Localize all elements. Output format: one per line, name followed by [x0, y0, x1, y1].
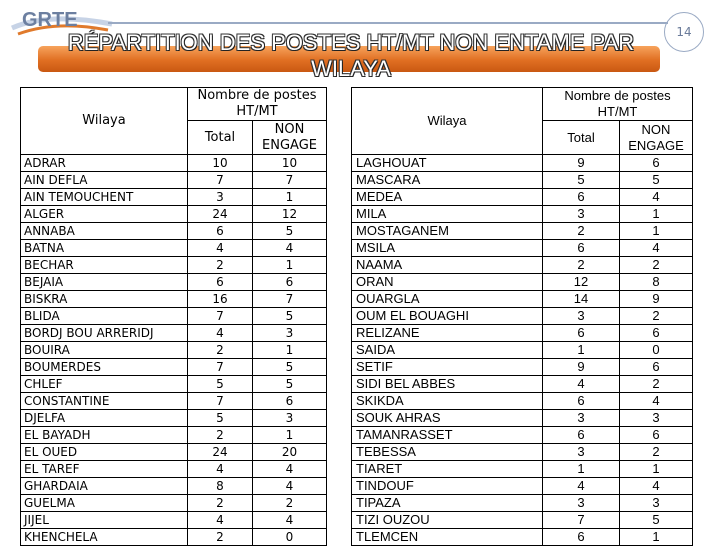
table-row [352, 240, 693, 257]
wilaya-cell: LAGHOUAT [352, 155, 543, 172]
svg-text:GRTE: GRTE [22, 9, 78, 31]
wilaya-cell: ANNABA [21, 223, 188, 240]
table-row [21, 189, 327, 206]
wilaya-cell: MILA [352, 206, 543, 223]
table-row [21, 155, 327, 172]
wilaya-cell: BISKRA [21, 291, 188, 308]
total-cell: 3 [188, 189, 253, 206]
total-cell: 2 [543, 223, 620, 240]
non-engage-cell: 6 [620, 155, 693, 172]
non-engage-cell: 0 [620, 342, 693, 359]
total-cell: 24 [188, 206, 253, 223]
wilaya-cell: BOUIRA [21, 342, 188, 359]
total-cell: 3 [543, 308, 620, 325]
wilaya-cell: JIJEL [21, 512, 188, 529]
wilaya-cell: TAMANRASSET [352, 427, 543, 444]
table-row [21, 172, 327, 189]
non-engage-cell: 5 [620, 512, 693, 529]
total-cell: 6 [543, 325, 620, 342]
wilaya-cell: EL OUED [21, 444, 188, 461]
total-cell: 4 [543, 376, 620, 393]
table-row [352, 172, 693, 189]
total-cell: 8 [188, 478, 253, 495]
wilaya-cell: ADRAR [21, 155, 188, 172]
non-engage-cell: 1 [253, 342, 327, 359]
table-row [352, 206, 693, 223]
total-cell: 2 [188, 427, 253, 444]
table-row [21, 240, 327, 257]
wilaya-cell: BLIDA [21, 308, 188, 325]
table-row [352, 461, 693, 478]
table-row [21, 495, 327, 512]
non-engage-cell: 4 [620, 478, 693, 495]
non-engage-cell: 10 [253, 155, 327, 172]
left-table-body [21, 155, 327, 546]
total-cell: 3 [543, 495, 620, 512]
total-cell: 1 [543, 461, 620, 478]
table-row [352, 444, 693, 461]
non-engage-cell: 5 [253, 376, 327, 393]
table-row [352, 155, 693, 172]
table-row [21, 359, 327, 376]
wilaya-header: Wilaya [21, 88, 188, 155]
total-cell: 2 [188, 495, 253, 512]
non-engage-cell: 6 [620, 427, 693, 444]
non-engage-cell: 5 [253, 359, 327, 376]
wilaya-header: Wilaya [352, 88, 543, 155]
table-row [21, 223, 327, 240]
total-cell: 6 [543, 427, 620, 444]
wilaya-cell: RELIZANE [352, 325, 543, 342]
wilaya-cell: TLEMCEN [352, 529, 543, 546]
wilaya-cell: EL TAREF [21, 461, 188, 478]
table-row [352, 223, 693, 240]
total-cell: 6 [188, 223, 253, 240]
total-cell: 24 [188, 444, 253, 461]
total-cell: 4 [188, 461, 253, 478]
wilaya-cell: OUARGLA [352, 291, 543, 308]
wilaya-cell: MOSTAGANEM [352, 223, 543, 240]
total-cell: 2 [188, 529, 253, 546]
total-cell: 2 [543, 257, 620, 274]
wilaya-cell: CHLEF [21, 376, 188, 393]
total-cell: 3 [543, 444, 620, 461]
wilaya-cell: MSILA [352, 240, 543, 257]
postes-group-header: Nombre de postes HT/MT [188, 88, 327, 121]
table-row [21, 274, 327, 291]
wilaya-cell: TEBESSA [352, 444, 543, 461]
wilaya-cell: SOUK AHRAS [352, 410, 543, 427]
non-engage-cell: 1 [253, 427, 327, 444]
non-engage-cell: 5 [253, 223, 327, 240]
non-engage-cell: 6 [620, 359, 693, 376]
table-row [21, 410, 327, 427]
total-cell: 5 [543, 172, 620, 189]
non-engage-cell: 4 [620, 393, 693, 410]
non-engage-cell: 7 [253, 172, 327, 189]
table-row [21, 393, 327, 410]
table-row [21, 342, 327, 359]
wilaya-cell: NAAMA [352, 257, 543, 274]
page-title: RÉPARTITION DES POSTES HT/MT NON ENTAME PAR WILAYA [67, 30, 635, 81]
wilaya-cell: BECHAR [21, 257, 188, 274]
table-row [21, 512, 327, 529]
non-engage-header: NON ENGAGE [620, 121, 693, 155]
non-engage-cell: 3 [253, 325, 327, 342]
wilaya-cell: CONSTANTINE [21, 393, 188, 410]
non-engage-cell: 4 [620, 240, 693, 257]
total-cell: 1 [543, 342, 620, 359]
total-cell: 12 [543, 274, 620, 291]
non-engage-cell: 20 [253, 444, 327, 461]
wilaya-cell: KHENCHELA [21, 529, 188, 546]
total-cell: 5 [188, 410, 253, 427]
non-engage-cell: 6 [253, 393, 327, 410]
total-cell: 9 [543, 155, 620, 172]
table-row [21, 529, 327, 546]
non-engage-cell: 3 [620, 495, 693, 512]
total-cell: 16 [188, 291, 253, 308]
wilaya-table-right [351, 87, 693, 546]
table-row [21, 257, 327, 274]
non-engage-cell: 4 [253, 240, 327, 257]
wilaya-cell: DJELFA [21, 410, 188, 427]
wilaya-cell: SIDI BEL ABBES [352, 376, 543, 393]
wilaya-cell: AIN TEMOUCHENT [21, 189, 188, 206]
total-cell: 6 [543, 529, 620, 546]
wilaya-cell: EL BAYADH [21, 427, 188, 444]
non-engage-cell: 1 [620, 461, 693, 478]
table-row [352, 495, 693, 512]
total-cell: 4 [188, 325, 253, 342]
non-engage-cell: 12 [253, 206, 327, 223]
wilaya-cell: TINDOUF [352, 478, 543, 495]
total-header: Total [188, 121, 253, 155]
total-cell: 5 [188, 376, 253, 393]
page-number: 14 [664, 12, 704, 52]
non-engage-cell: 2 [620, 257, 693, 274]
table-row [21, 444, 327, 461]
non-engage-cell: 2 [620, 308, 693, 325]
non-engage-cell: 4 [253, 478, 327, 495]
wilaya-cell: ALGER [21, 206, 188, 223]
non-engage-cell: 2 [620, 376, 693, 393]
wilaya-cell: GUELMA [21, 495, 188, 512]
non-engage-cell: 3 [620, 410, 693, 427]
total-cell: 4 [543, 478, 620, 495]
non-engage-cell: 4 [620, 189, 693, 206]
non-engage-cell: 3 [253, 410, 327, 427]
postes-group-header: Nombre de postes HT/MT [543, 88, 693, 121]
total-cell: 3 [543, 410, 620, 427]
wilaya-cell: MEDEA [352, 189, 543, 206]
table-row [21, 308, 327, 325]
non-engage-cell: 1 [620, 529, 693, 546]
non-engage-cell: 1 [620, 223, 693, 240]
total-cell: 7 [188, 172, 253, 189]
total-cell: 14 [543, 291, 620, 308]
header-rule [108, 22, 668, 24]
table-row [352, 529, 693, 546]
table-row [21, 478, 327, 495]
wilaya-cell: TIZI OUZOU [352, 512, 543, 529]
total-cell: 6 [188, 274, 253, 291]
table-row [352, 512, 693, 529]
table-row [352, 257, 693, 274]
wilaya-cell: AIN DEFLA [21, 172, 188, 189]
total-header: Total [543, 121, 620, 155]
non-engage-cell: 5 [620, 172, 693, 189]
wilaya-cell: ORAN [352, 274, 543, 291]
wilaya-cell: MASCARA [352, 172, 543, 189]
total-cell: 2 [188, 257, 253, 274]
table-row [352, 427, 693, 444]
total-cell: 4 [188, 512, 253, 529]
non-engage-cell: 1 [253, 257, 327, 274]
non-engage-cell: 1 [253, 189, 327, 206]
table-row [21, 376, 327, 393]
total-cell: 2 [188, 342, 253, 359]
wilaya-cell: BOUMERDES [21, 359, 188, 376]
table-row [352, 410, 693, 427]
non-engage-cell: 8 [620, 274, 693, 291]
table-row [352, 308, 693, 325]
wilaya-cell: SKIKDA [352, 393, 543, 410]
non-engage-cell: 7 [253, 291, 327, 308]
table-row [352, 274, 693, 291]
wilaya-table-left [20, 87, 327, 546]
non-engage-cell: 6 [253, 274, 327, 291]
non-engage-cell: 9 [620, 291, 693, 308]
right-table-body [352, 155, 693, 546]
total-cell: 6 [543, 240, 620, 257]
table-row [352, 291, 693, 308]
wilaya-cell: OUM EL BOUAGHI [352, 308, 543, 325]
table-row [352, 376, 693, 393]
non-engage-cell: 0 [253, 529, 327, 546]
table-row [21, 427, 327, 444]
total-cell: 10 [188, 155, 253, 172]
total-cell: 3 [543, 206, 620, 223]
total-cell: 7 [188, 308, 253, 325]
non-engage-cell: 6 [620, 325, 693, 342]
non-engage-header: NON ENGAGE [253, 121, 327, 155]
total-cell: 6 [543, 393, 620, 410]
total-cell: 7 [543, 512, 620, 529]
table-row [21, 291, 327, 308]
table-row [21, 206, 327, 223]
non-engage-cell: 2 [253, 495, 327, 512]
table-row [352, 359, 693, 376]
wilaya-cell: SETIF [352, 359, 543, 376]
table-row [352, 342, 693, 359]
non-engage-cell: 2 [620, 444, 693, 461]
table-row [352, 393, 693, 410]
wilaya-cell: SAIDA [352, 342, 543, 359]
non-engage-cell: 1 [620, 206, 693, 223]
non-engage-cell: 4 [253, 512, 327, 529]
table-row [352, 478, 693, 495]
wilaya-cell: TIARET [352, 461, 543, 478]
table-row [21, 461, 327, 478]
non-engage-cell: 5 [253, 308, 327, 325]
total-cell: 7 [188, 359, 253, 376]
table-row [21, 325, 327, 342]
wilaya-cell: BEJAIA [21, 274, 188, 291]
total-cell: 9 [543, 359, 620, 376]
table-row [352, 189, 693, 206]
wilaya-cell: TIPAZA [352, 495, 543, 512]
wilaya-cell: BATNA [21, 240, 188, 257]
total-cell: 4 [188, 240, 253, 257]
wilaya-cell: BORDJ BOU ARRERIDJ [21, 325, 188, 342]
total-cell: 7 [188, 393, 253, 410]
non-engage-cell: 4 [253, 461, 327, 478]
total-cell: 6 [543, 189, 620, 206]
wilaya-cell: GHARDAIA [21, 478, 188, 495]
table-row [352, 325, 693, 342]
